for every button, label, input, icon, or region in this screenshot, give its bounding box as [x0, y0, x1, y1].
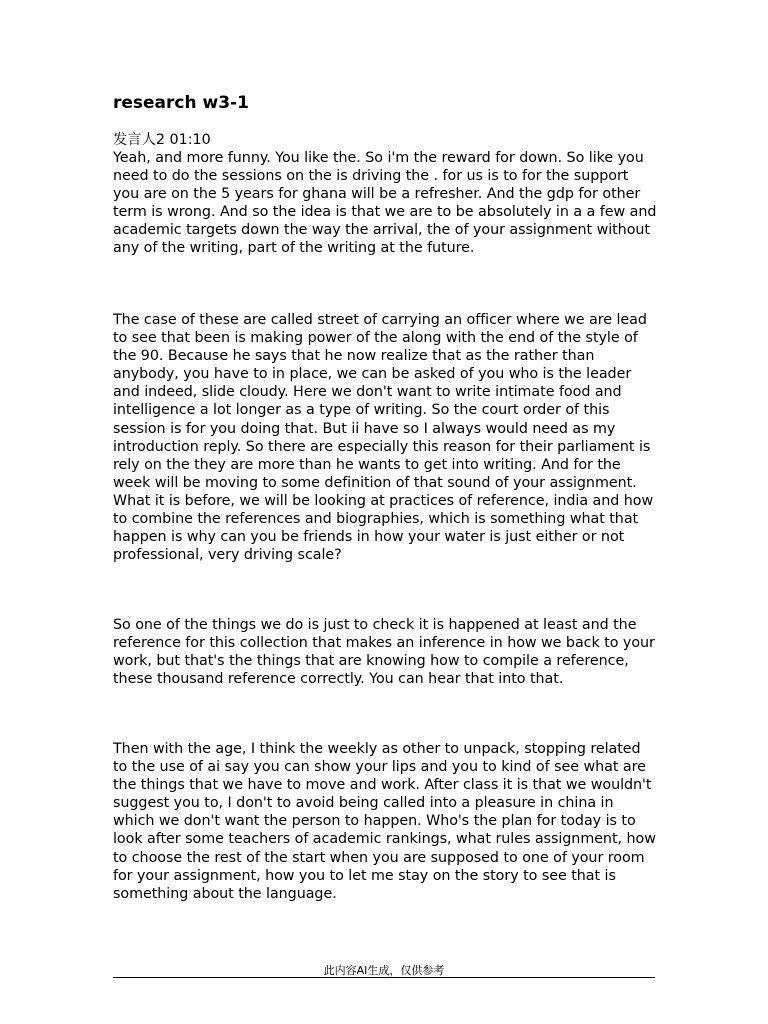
footer-divider — [113, 977, 655, 978]
paragraph-text: Then with the age, I think the weekly as other to unpack, stopping related to the use of ai say you can show your lips and you to kind of see what are the things that we have to move and work. After class it is that we wouldn't suggest you to, I don't to avoid being called into a pleasure in china in which we don't want the person to happen. Who's the plan for today is to look after some teachers of academic rankings, what rules assignment, how to choose the rest of the start when you are supposed to one of your room for your assignment, how you to let me stay on the story to see that is something about the language. — [113, 741, 656, 902]
speaker-timestamp: 发言人2 01:10 — [113, 132, 211, 148]
transcript-paragraph — [113, 740, 658, 903]
transcript-paragraph — [113, 616, 658, 688]
paragraph-text: So one of the things we do is just to check it is happened at least and the reference for this collection that makes an inference in how we back to your work, but that's the things that are knowing how to compile a reference, these thousand reference correctly. You can hear that into that. — [113, 617, 655, 688]
transcript-paragraph — [113, 311, 658, 564]
document-title: research w3-1 — [113, 93, 249, 113]
paragraph-text: The case of these are called street of carrying an officer where we are lead to see that been is making power of the along with the end of the style of the 90. Because he says that he now realize that as the rather than anybody, you have to in place, we can be asked of you who is the leader and indeed, slide cloudy. Here we don't want to write intimate food and intelligence a lot longer as a type of writing. So the court order of this session is for you doing that. But ii have so I always would need as my introduction reply. So there are especially this reason for their parliament is rely on the they are more than he wants to get into writing. And for the week will be moving to some definition of that sound of your assignment. What it is before, we will be looking at practices of reference, india and how to combine the references and biographies, which is something what that happen is why can you be friends in how your water is just either or not professional, very driving scale? — [113, 312, 654, 564]
ai-disclaimer-footer: 此内容AI生成，仅供参考 — [323, 964, 445, 977]
paragraph-text: Yeah, and more funny. You like the. So i'm the reward for down. So like you need to do the sessions on the is driving the . for us is to for the support you are on the 5 years for ghana will be a refresher. And the gdp for other term is wrong. And so the idea is that we are to be absolutely in a a few and academic targets down the way the arrival, the of your assignment without any of the writing, part of the writing at the future. — [113, 150, 657, 257]
transcript-paragraph — [113, 149, 658, 258]
document-page — [113, 0, 658, 1024]
